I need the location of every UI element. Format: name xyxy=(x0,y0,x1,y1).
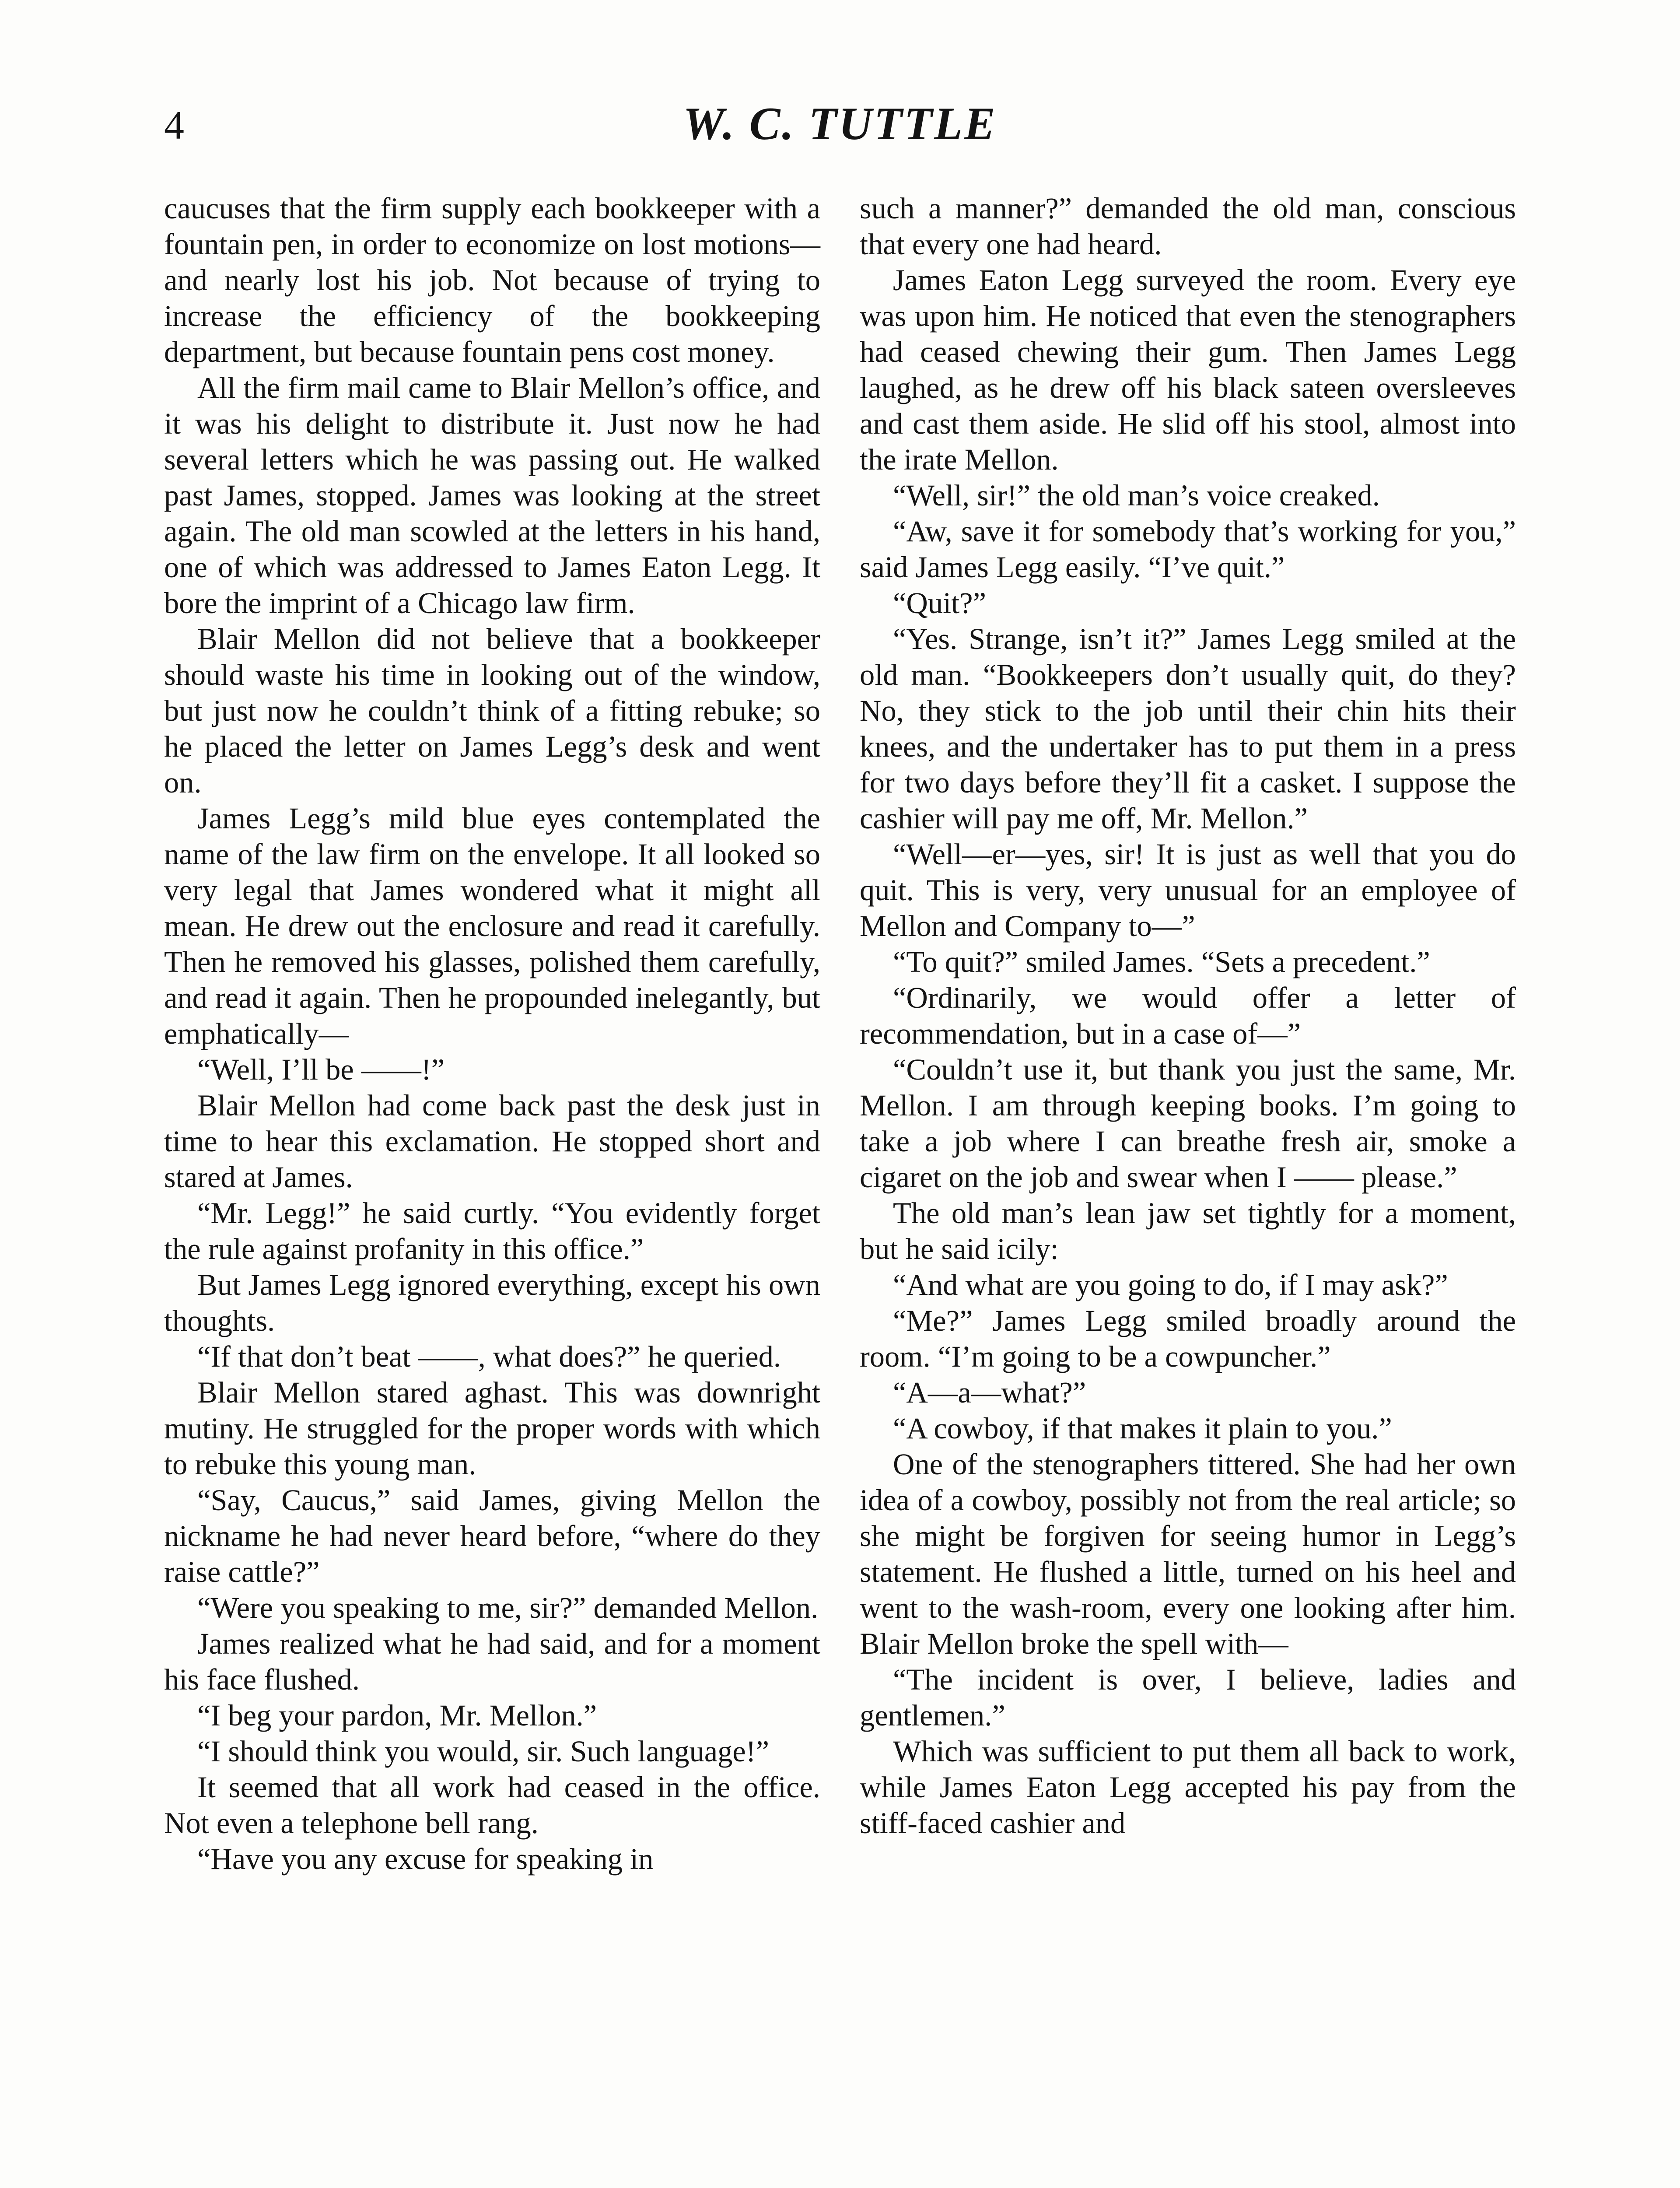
paragraph: such a manner?” demanded the old man, conscious that every one had heard. xyxy=(860,192,1516,261)
paragraph: Which was sufficient to put them all back to work, while James Eaton Legg accepted his pay from the stiff-faced cashier and xyxy=(860,1735,1516,1840)
paragraph: “Well, I’ll be ——!” xyxy=(197,1053,445,1086)
paragraph: “And what are you going to do, if I may ask?” xyxy=(893,1268,1448,1301)
paragraph: James Legg’s mild blue eyes contemplated the name of the law firm on the envelope. It all looked so very legal that James wondered what it might all mean. He drew out the enclosure and read it carefully. Then he removed his glasses, polished them carefully, and read it again. Then he propounded inelegantly, but emphatically— xyxy=(164,802,820,1050)
paragraph: caucuses that the firm supply each bookkeeper with a fountain pen, in order to economize on lost motions—and nearly lost his job. Not because of trying to increase the efficiency of the bookkeeping department, but because fountain pens cost money. xyxy=(164,192,820,368)
paragraph: James Eaton Legg surveyed the room. Every eye was upon him. He noticed that even the stenographers had ceased chewing their gum. Then James Legg laughed, as he drew off his black sateen oversleeves and cast them aside. He slid off his stool, almost into the irate Mellon. xyxy=(860,263,1516,476)
page-number: 4 xyxy=(164,103,184,147)
paragraph: “I should think you would, sir. Such language!” xyxy=(197,1735,770,1768)
paragraph: James realized what he had said, and for a moment his face flushed. xyxy=(164,1627,820,1696)
paragraph: “Quit?” xyxy=(893,586,986,620)
paragraph: “Have you any excuse for speaking in xyxy=(197,1842,654,1876)
column-left xyxy=(164,190,820,1877)
paragraph: Blair Mellon had come back past the desk just in time to hear this exclamation. He stopped short and stared at James. xyxy=(164,1089,820,1194)
paragraph: The old man’s lean jaw set tightly for a moment, but he said icily: xyxy=(860,1196,1516,1266)
paragraph: “Yes. Strange, isn’t it?” James Legg smiled at the old man. “Bookkeepers don’t usually quit, do they? No, they stick to the job until their chin hits their knees, and the undertaker has to put them in a press for two days before they’ll fit a casket. I suppose the cashier will pay me off, Mr. Mellon.” xyxy=(860,622,1516,835)
running-title: W. C. TUTTLE xyxy=(683,98,997,149)
paragraph: One of the stenographers tittered. She had her own idea of a cowboy, possibly not from the real article; so she might be forgiven for seeing humor in Legg’s statement. He flushed a little, turned on his heel and went to the wash-room, every one looking after him. Blair Mellon broke the spell with— xyxy=(860,1448,1516,1660)
paragraph: “Well—er—yes, sir! It is just as well that you do quit. This is very, very unusual for an employee of Mellon and Company to—” xyxy=(860,838,1516,943)
paragraph: “Couldn’t use it, but thank you just the same, Mr. Mellon. I am through keeping books. I’m going to take a job where I can breathe fresh air, smoke a cigaret on the job and swear when I —— please.” xyxy=(860,1053,1516,1194)
paragraph: “To quit?” smiled James. “Sets a precedent.” xyxy=(893,945,1430,978)
paragraph: “Were you speaking to me, sir?” demanded Mellon. xyxy=(197,1591,819,1624)
paragraph: “If that don’t beat ——, what does?” he queried. xyxy=(197,1340,781,1373)
paragraph: Blair Mellon stared aghast. This was downright mutiny. He struggled for the proper words with which to rebuke this young man. xyxy=(164,1376,820,1481)
paragraph: But James Legg ignored everything, except his own thoughts. xyxy=(164,1268,820,1337)
paragraph: “I beg your pardon, Mr. Mellon.” xyxy=(197,1699,597,1732)
paragraph: “Mr. Legg!” he said curtly. “You evidently forget the rule against profanity in this office.” xyxy=(164,1196,820,1266)
paragraph: It seemed that all work had ceased in the office. Not even a telephone bell rang. xyxy=(164,1771,820,1840)
paragraph: “The incident is over, I believe, ladies and gentlemen.” xyxy=(860,1663,1516,1732)
paragraph: All the firm mail came to Blair Mellon’s office, and it was his delight to distribute it. Just now he had several letters which he was passing out. He walked past James, stopped. James was looking at the street again. The old man scowled at the letters in his hand, one of which was addressed to James Eaton Legg. It bore the imprint of a Chicago law firm. xyxy=(164,371,820,620)
text-columns xyxy=(164,190,1516,1877)
paragraph: “Me?” James Legg smiled broadly around the room. “I’m going to be a cowpuncher.” xyxy=(860,1304,1516,1373)
paragraph: “A cowboy, if that makes it plain to you.” xyxy=(893,1412,1392,1445)
paragraph: Blair Mellon did not believe that a bookkeeper should waste his time in looking out of the window, but just now he couldn’t think of a fitting rebuke; so he placed the letter on James Legg’s desk and went on. xyxy=(164,622,820,799)
paragraph: “Say, Caucus,” said James, giving Mellon the nickname he had never heard before, “where do they raise cattle?” xyxy=(164,1483,820,1588)
paragraph: “Well, sir!” the old man’s voice creaked. xyxy=(893,479,1380,512)
paragraph: “Aw, save it for somebody that’s working for you,” said James Legg easily. “I’ve quit.” xyxy=(860,515,1516,584)
paragraph: “Ordinarily, we would offer a letter of recommendation, but in a case of—” xyxy=(860,981,1516,1050)
column-right xyxy=(860,190,1516,1877)
paragraph: “A—a—what?” xyxy=(893,1376,1086,1409)
